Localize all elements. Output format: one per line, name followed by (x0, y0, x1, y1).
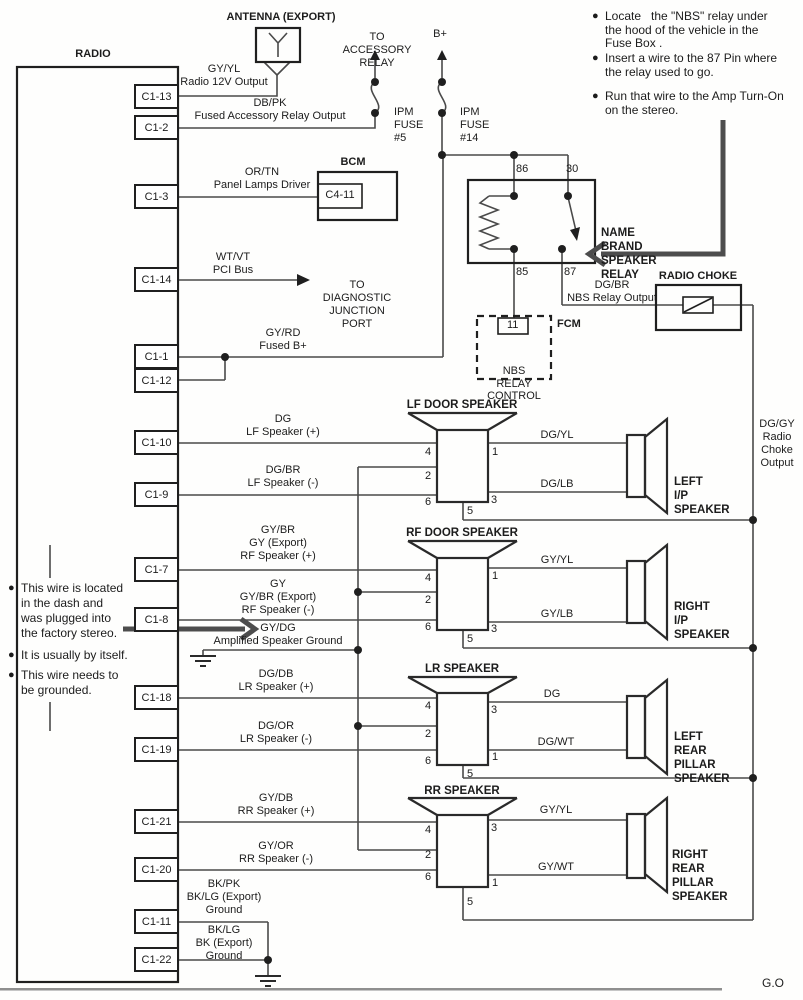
note-run-wire: ● Run that wire to the Amp Turn-On on the stereo. (592, 89, 784, 117)
speaker-name-right-ip: RIGHT I/P SPEAKER (674, 601, 730, 641)
wire-label-rr-out-top: GY/YL (539, 804, 573, 816)
wire-label-c1-8: GY GY/BR (Export) RF Speaker (-) (239, 578, 317, 616)
pin-label: 6 (425, 755, 432, 767)
pin-label: 1 (492, 877, 499, 889)
wire-label-c1-7: GY/BR GY (Export) RF Speaker (+) (240, 524, 316, 562)
bullet-icon: ● (8, 582, 15, 594)
pin-label: 5 (467, 768, 474, 780)
connector-c1-9: C1-9 (134, 482, 179, 507)
ground-icon (190, 656, 216, 666)
wire-label-rr-out-bottom: GY/WT (537, 861, 575, 873)
choke-box (656, 285, 741, 330)
pin-label: 4 (425, 572, 432, 584)
radio-label: RADIO (75, 48, 111, 60)
pin-label: 4 (425, 824, 432, 836)
pin-label: 3 (491, 822, 498, 834)
relay-pin-87: 87 (564, 266, 577, 278)
note-wire-location: ● This wire is located in the dash and was plugged into the factory stereo. (8, 581, 124, 640)
connector-c1-19: C1-19 (134, 737, 179, 762)
pin-label: 5 (467, 896, 474, 908)
wire-label-lf-out-top: DG/YL (540, 429, 574, 441)
bullet-icon: ● (592, 90, 599, 102)
diagnostic-port-label: TO DIAGNOSTIC JUNCTION PORT (322, 279, 392, 330)
wire-label-rf-out-top: GY/YL (540, 554, 574, 566)
wire-label-c1-10: DG LF Speaker (+) (246, 413, 320, 438)
speaker-name-left-rear: LEFT REAR PILLAR SPEAKER (674, 731, 730, 785)
ipm-fuse-5-label: IPM FUSE #5 (394, 106, 424, 144)
pin-label: 1 (492, 751, 499, 763)
fcm-pin-11: 11 (507, 319, 519, 331)
connector-c1-18: C1-18 (134, 685, 179, 710)
wire-label-c1-3: OR/TN Panel Lamps Driver (213, 166, 311, 191)
connector-c1-8: C1-8 (134, 607, 179, 632)
connector-c1-11: C1-11 (134, 909, 179, 934)
relay-pin-85: 85 (516, 266, 529, 278)
connector-c1-20: C1-20 (134, 857, 179, 882)
pin-label: 3 (491, 623, 498, 635)
connector-c1-12: C1-12 (134, 368, 179, 393)
connector-c1-13: C1-13 (134, 84, 179, 109)
pin-label: 6 (425, 496, 432, 508)
pin-label: 3 (491, 494, 498, 506)
footer-initials: G.O (762, 976, 785, 990)
pin-label: 2 (425, 470, 432, 482)
bcm-label: BCM (340, 156, 366, 168)
bullet-icon: ● (8, 649, 15, 661)
speaker-title-rf: RF DOOR SPEAKER (406, 527, 518, 539)
wire-label-c1-20: GY/OR RR Speaker (-) (239, 840, 313, 865)
speaker-title-lf: LF DOOR SPEAKER (406, 399, 518, 411)
note-by-itself: ● It is usually by itself. (8, 648, 128, 662)
b-plus-label: B+ (433, 28, 447, 40)
speaker-name-right-rear: RIGHT REAR PILLAR SPEAKER (672, 849, 728, 903)
pin-label: 3 (491, 704, 498, 716)
ground-icon (255, 976, 281, 986)
relay-name-label: NAME BRAND SPEAKER RELAY (601, 227, 657, 281)
pin-label: 6 (425, 621, 432, 633)
wire-label-nbs-output: DG/BR NBS Relay Output (567, 279, 657, 304)
relay-arm-arrow-icon (570, 227, 580, 241)
fcm-text: NBS RELAY CONTROL (487, 365, 541, 402)
fcm-label: FCM (557, 318, 581, 330)
wire-label-c1-21: GY/DB RR Speaker (+) (237, 792, 315, 817)
page-divider (0, 988, 722, 991)
speaker-name-left-ip: LEFT I/P SPEAKER (674, 476, 730, 516)
antenna-label: ANTENNA (EXPORT) (226, 11, 336, 23)
note-insert-wire: ● Insert a wire to the 87 Pin where the relay used to go. (592, 51, 778, 79)
note-needs-ground: ● This wire needs to be grounded. (8, 668, 119, 697)
bullet-icon: ● (592, 52, 599, 64)
bullet-icon: ● (8, 669, 15, 681)
ipm-fuse-14-label: IPM FUSE #14 (460, 106, 490, 144)
speaker-title-rr: RR SPEAKER (424, 785, 500, 797)
bcm-pin-label: C4-11 (325, 189, 355, 201)
connector-c1-7: C1-7 (134, 557, 179, 582)
bullet-icon: ● (592, 10, 599, 22)
to-accessory-relay-label: TO ACCESSORY RELAY (342, 31, 412, 69)
wire-label-c1-18: DG/DB LR Speaker (+) (238, 668, 314, 693)
connector-c1-1: C1-1 (134, 344, 179, 369)
pin-label: 4 (425, 446, 432, 458)
wire-label-amp-ground: GY/DG Amplified Speaker Ground (213, 622, 343, 647)
wire-label-c1-9: DG/BR LF Speaker (-) (247, 464, 319, 489)
component-boxes (17, 28, 741, 982)
wire-label-c1-19: DG/OR LR Speaker (-) (239, 720, 313, 745)
wire-label-c1-2: DB/PK Fused Accessory Relay Output (194, 97, 346, 122)
pin-label: 1 (492, 446, 499, 458)
connector-c1-2: C1-2 (134, 115, 179, 140)
relay-pin-30: 30 (566, 163, 579, 175)
radio-choke-label: RADIO CHOKE (658, 270, 738, 282)
pin-label: 5 (467, 505, 474, 517)
speaker-title-lr: LR SPEAKER (424, 663, 500, 675)
wire-label-lr-out-bottom: DG/WT (537, 736, 575, 748)
pin-label: 4 (425, 700, 432, 712)
wire-label-c1-22: BK/LG BK (Export) Ground (195, 924, 253, 962)
connector-c1-21: C1-21 (134, 809, 179, 834)
pin-label: 1 (492, 570, 499, 582)
wire-label-c1-14: WT/VT PCI Bus (212, 251, 254, 276)
note-nbs-relay: ● Locate the "NBS" relay under the hood of the vehicle in the Fuse Box . (592, 9, 768, 50)
pin-label: 2 (425, 594, 432, 606)
pin-label: 2 (425, 728, 432, 740)
relay-pin-86: 86 (516, 163, 529, 175)
pin-label: 5 (467, 633, 474, 645)
wire-label-c1-1: GY/RD Fused B+ (259, 327, 307, 352)
choke-output-label: DG/GY Radio Choke Output (759, 418, 795, 469)
connector-c1-3: C1-3 (134, 184, 179, 209)
connector-c1-10: C1-10 (134, 430, 179, 455)
wire-label-lf-out-bottom: DG/LB (540, 478, 574, 490)
wire-label-rf-out-bottom: GY/LB (540, 608, 574, 620)
pin-label: 6 (425, 871, 432, 883)
right-arrow-icon (297, 274, 310, 286)
connector-c1-22: C1-22 (134, 947, 179, 972)
wire-label-c1-13: GY/YL Radio 12V Output (180, 63, 268, 88)
pin-label: 2 (425, 849, 432, 861)
connector-c1-14: C1-14 (134, 267, 179, 292)
up-arrow-icon (437, 50, 447, 60)
wire-label-lr-out-top: DG (543, 688, 561, 700)
wire-label-c1-11: BK/PK BK/LG (Export) Ground (186, 878, 262, 916)
relay-box (468, 180, 595, 263)
